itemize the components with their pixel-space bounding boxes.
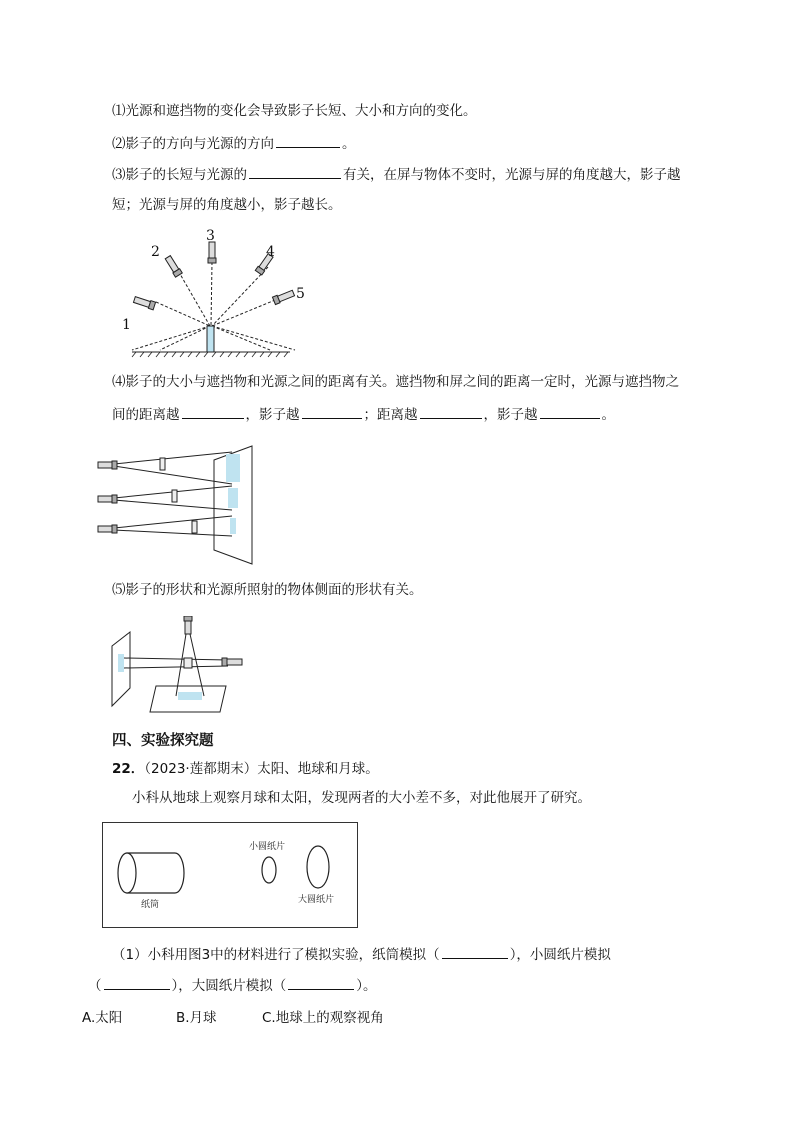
statement-3-line-2: 短；光源与屏的角度越小，影子越长。 <box>112 197 342 213</box>
answer-blank-length[interactable] <box>249 165 341 179</box>
flashlight-top <box>98 461 117 469</box>
shadow-medium <box>228 488 238 508</box>
small-paper-disc <box>262 857 276 883</box>
shadow-small <box>230 518 236 534</box>
object-near <box>160 458 165 470</box>
question-number: 22． <box>112 761 145 777</box>
flashlight-mid <box>98 495 117 503</box>
answer-blank-shadow-2[interactable] <box>540 405 600 419</box>
figure-shadow-shape <box>108 616 248 716</box>
answer-blank-small-disc[interactable] <box>104 976 170 990</box>
flashlight-side <box>222 658 242 666</box>
statement-4: ⑷影子的大小与遮挡物和光源之间的距离有关。遮挡物和屏之间的距离一定时，光源与遮挡物之 <box>112 374 679 390</box>
sub-question-1-text-c: ），大圆纸片模拟（ <box>171 978 287 994</box>
figure-materials <box>102 822 358 928</box>
statement-5: ⑸影子的形状和光源所照射的物体侧面的形状有关。 <box>112 582 423 598</box>
sub-question-1-open-paren: （ <box>88 978 102 994</box>
option-a[interactable]: A.太阳 <box>82 1010 123 1026</box>
question-title: 太阳、地球和月球。 <box>257 761 379 777</box>
paper-tube-opening <box>118 853 136 893</box>
figure-distance-size <box>96 442 266 567</box>
option-b[interactable]: B.月球 <box>176 1010 217 1026</box>
flashlight-3 <box>208 242 216 263</box>
statement-4-end: 。 <box>601 407 615 423</box>
answer-blank-shadow-1[interactable] <box>302 405 362 419</box>
ground-hatching <box>132 352 288 357</box>
statement-3 <box>112 165 681 184</box>
small-disc-label: 小圆纸片 <box>249 842 286 852</box>
shadow-large <box>226 454 240 482</box>
answer-blank-distance-1[interactable] <box>182 405 244 419</box>
sub-question-1 <box>112 945 611 964</box>
label-5: 5 <box>296 286 305 302</box>
large-disc-label: 大圆纸片 <box>298 895 335 905</box>
statement-4-text-c: ；距离越 <box>363 407 418 423</box>
statement-3-text-2: 有关，在屏与物体不变时，光源与屏的角度越大，影子越 <box>343 167 681 183</box>
sub-question-1-close: ）。 <box>356 978 377 994</box>
object-far <box>192 521 197 533</box>
materials-drawing <box>103 823 357 927</box>
statement-3-text: ⑶影子的长短与光源的 <box>112 167 247 183</box>
answer-blank-distance-2[interactable] <box>420 405 482 419</box>
statement-4-text-d: ，影子越 <box>483 407 538 423</box>
flashlight-bottom <box>98 525 117 533</box>
label-1: 1 <box>122 317 131 333</box>
section-heading: 四、实验探究题 <box>112 733 214 749</box>
large-paper-disc <box>307 846 329 888</box>
figure-light-angles <box>120 222 320 362</box>
statement-2-text: ⑵影子的方向与光源的方向 <box>112 136 274 152</box>
flashlight-5 <box>272 289 294 304</box>
statement-4-line-2 <box>112 405 615 424</box>
flashlight-top <box>184 616 192 634</box>
statement-4-text-a: 间的距离越 <box>112 407 180 423</box>
bottom-shadow <box>178 692 202 700</box>
label-4: 4 <box>266 244 275 260</box>
flashlight-2 <box>164 255 182 277</box>
side-shadow <box>118 654 124 672</box>
label-3: 3 <box>206 228 215 244</box>
sub-question-1-text-a: （1）小科用图3中的材料进行了模拟实验，纸筒模拟（ <box>112 947 440 963</box>
question-intro: 小科从地球上观察月球和太阳，发现两者的大小差不多，对此他展开了研究。 <box>132 790 591 806</box>
tube-label: 纸筒 <box>141 900 160 910</box>
blocking-object <box>207 326 214 352</box>
answer-blank-tube[interactable] <box>442 945 508 959</box>
sub-question-1-line-2 <box>88 976 377 995</box>
statement-4-text-b: ，影子越 <box>245 407 300 423</box>
question-source: （2023·莲都期末） <box>144 761 258 777</box>
object <box>184 658 192 668</box>
label-2: 2 <box>151 244 160 260</box>
statement-2 <box>112 134 356 153</box>
question-22-title <box>112 760 379 778</box>
statement-1: ⑴光源和遮挡物的变化会导致影子长短、大小和方向的变化。 <box>112 103 477 119</box>
option-c[interactable]: C.地球上的观察视角 <box>262 1010 384 1026</box>
statement-2-end: 。 <box>342 136 356 152</box>
flashlight-1 <box>133 296 155 310</box>
answer-blank-large-disc[interactable] <box>288 976 354 990</box>
object-middle <box>172 490 177 502</box>
answer-blank-direction[interactable] <box>276 134 340 148</box>
sub-question-1-text-b: ），小圆纸片模拟 <box>509 947 611 963</box>
